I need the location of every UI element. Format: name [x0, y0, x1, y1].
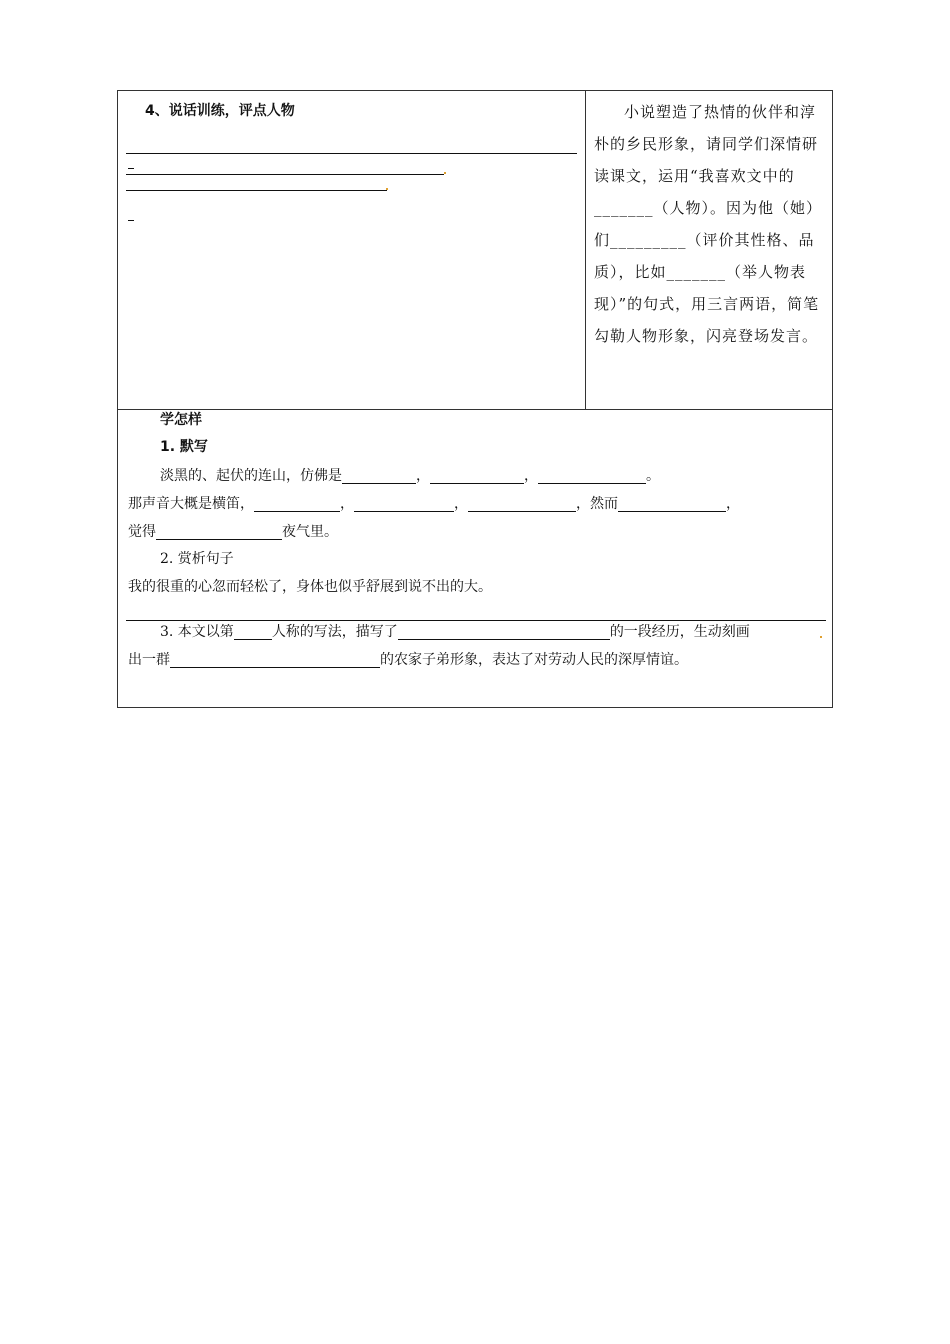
- paragraph-mark: [444, 172, 446, 174]
- paragraph-mark: [820, 636, 822, 638]
- q1-blank-1[interactable]: [342, 469, 416, 484]
- q3-line2: 出一群 的农家子弟形象，表达了对劳动人民的深厚情谊。: [128, 652, 688, 668]
- q1-blank-6[interactable]: [468, 497, 576, 512]
- column-divider: [585, 90, 586, 410]
- speaking-instruction: 小说塑造了热情的伙伴和淳朴的乡民形象，请同学们深情研读课文，运用“我喜欢文中的_______（人物）。因为他（她）们_________（评价其性格、品质），比如_______（举人物表现）”的句式，用三言两语，简笔勾勒人物形象，闪亮登场发言。: [594, 103, 823, 345]
- learn-heading: 学怎样: [160, 412, 202, 428]
- answer-line-3[interactable]: [126, 190, 387, 191]
- q2-sentence: 我的很重的心忽而轻松了，身体也似乎舒展到说不出的大。: [128, 579, 492, 595]
- answer-mark: [128, 220, 134, 221]
- q1-title: 1. 默写: [160, 439, 208, 455]
- q1-blank-4[interactable]: [254, 497, 340, 512]
- q1-line1: 淡黑的、起伏的连山，仿佛是 ， ， 。: [160, 468, 660, 484]
- answer-line-1[interactable]: [126, 153, 577, 154]
- q3-blank-3[interactable]: [170, 653, 380, 668]
- q2-answer-line[interactable]: [126, 620, 826, 621]
- speaking-heading: 4、说话训练，评点人物: [145, 103, 295, 119]
- q3-line1: 3. 本文以第 人称的写法，描写了 的一段经历，生动刻画: [160, 624, 750, 640]
- q1-blank-2[interactable]: [430, 469, 524, 484]
- row-divider: [117, 409, 833, 410]
- q1-line2: 那声音大概是横笛， ， ， ，然而 ，: [128, 496, 740, 512]
- answer-mark: [128, 168, 134, 169]
- q1-blank-3[interactable]: [538, 469, 646, 484]
- answer-line-2[interactable]: [126, 174, 444, 175]
- paragraph-mark: [386, 188, 388, 190]
- q3-blank-2[interactable]: [398, 625, 610, 640]
- q1-line3: 觉得 夜气里。: [128, 524, 338, 540]
- q1-blank-7[interactable]: [618, 497, 726, 512]
- q3-blank-1[interactable]: [234, 625, 272, 640]
- q2-title: 2. 赏析句子: [160, 551, 234, 567]
- q1-blank-8[interactable]: [156, 525, 282, 540]
- q1-blank-5[interactable]: [354, 497, 454, 512]
